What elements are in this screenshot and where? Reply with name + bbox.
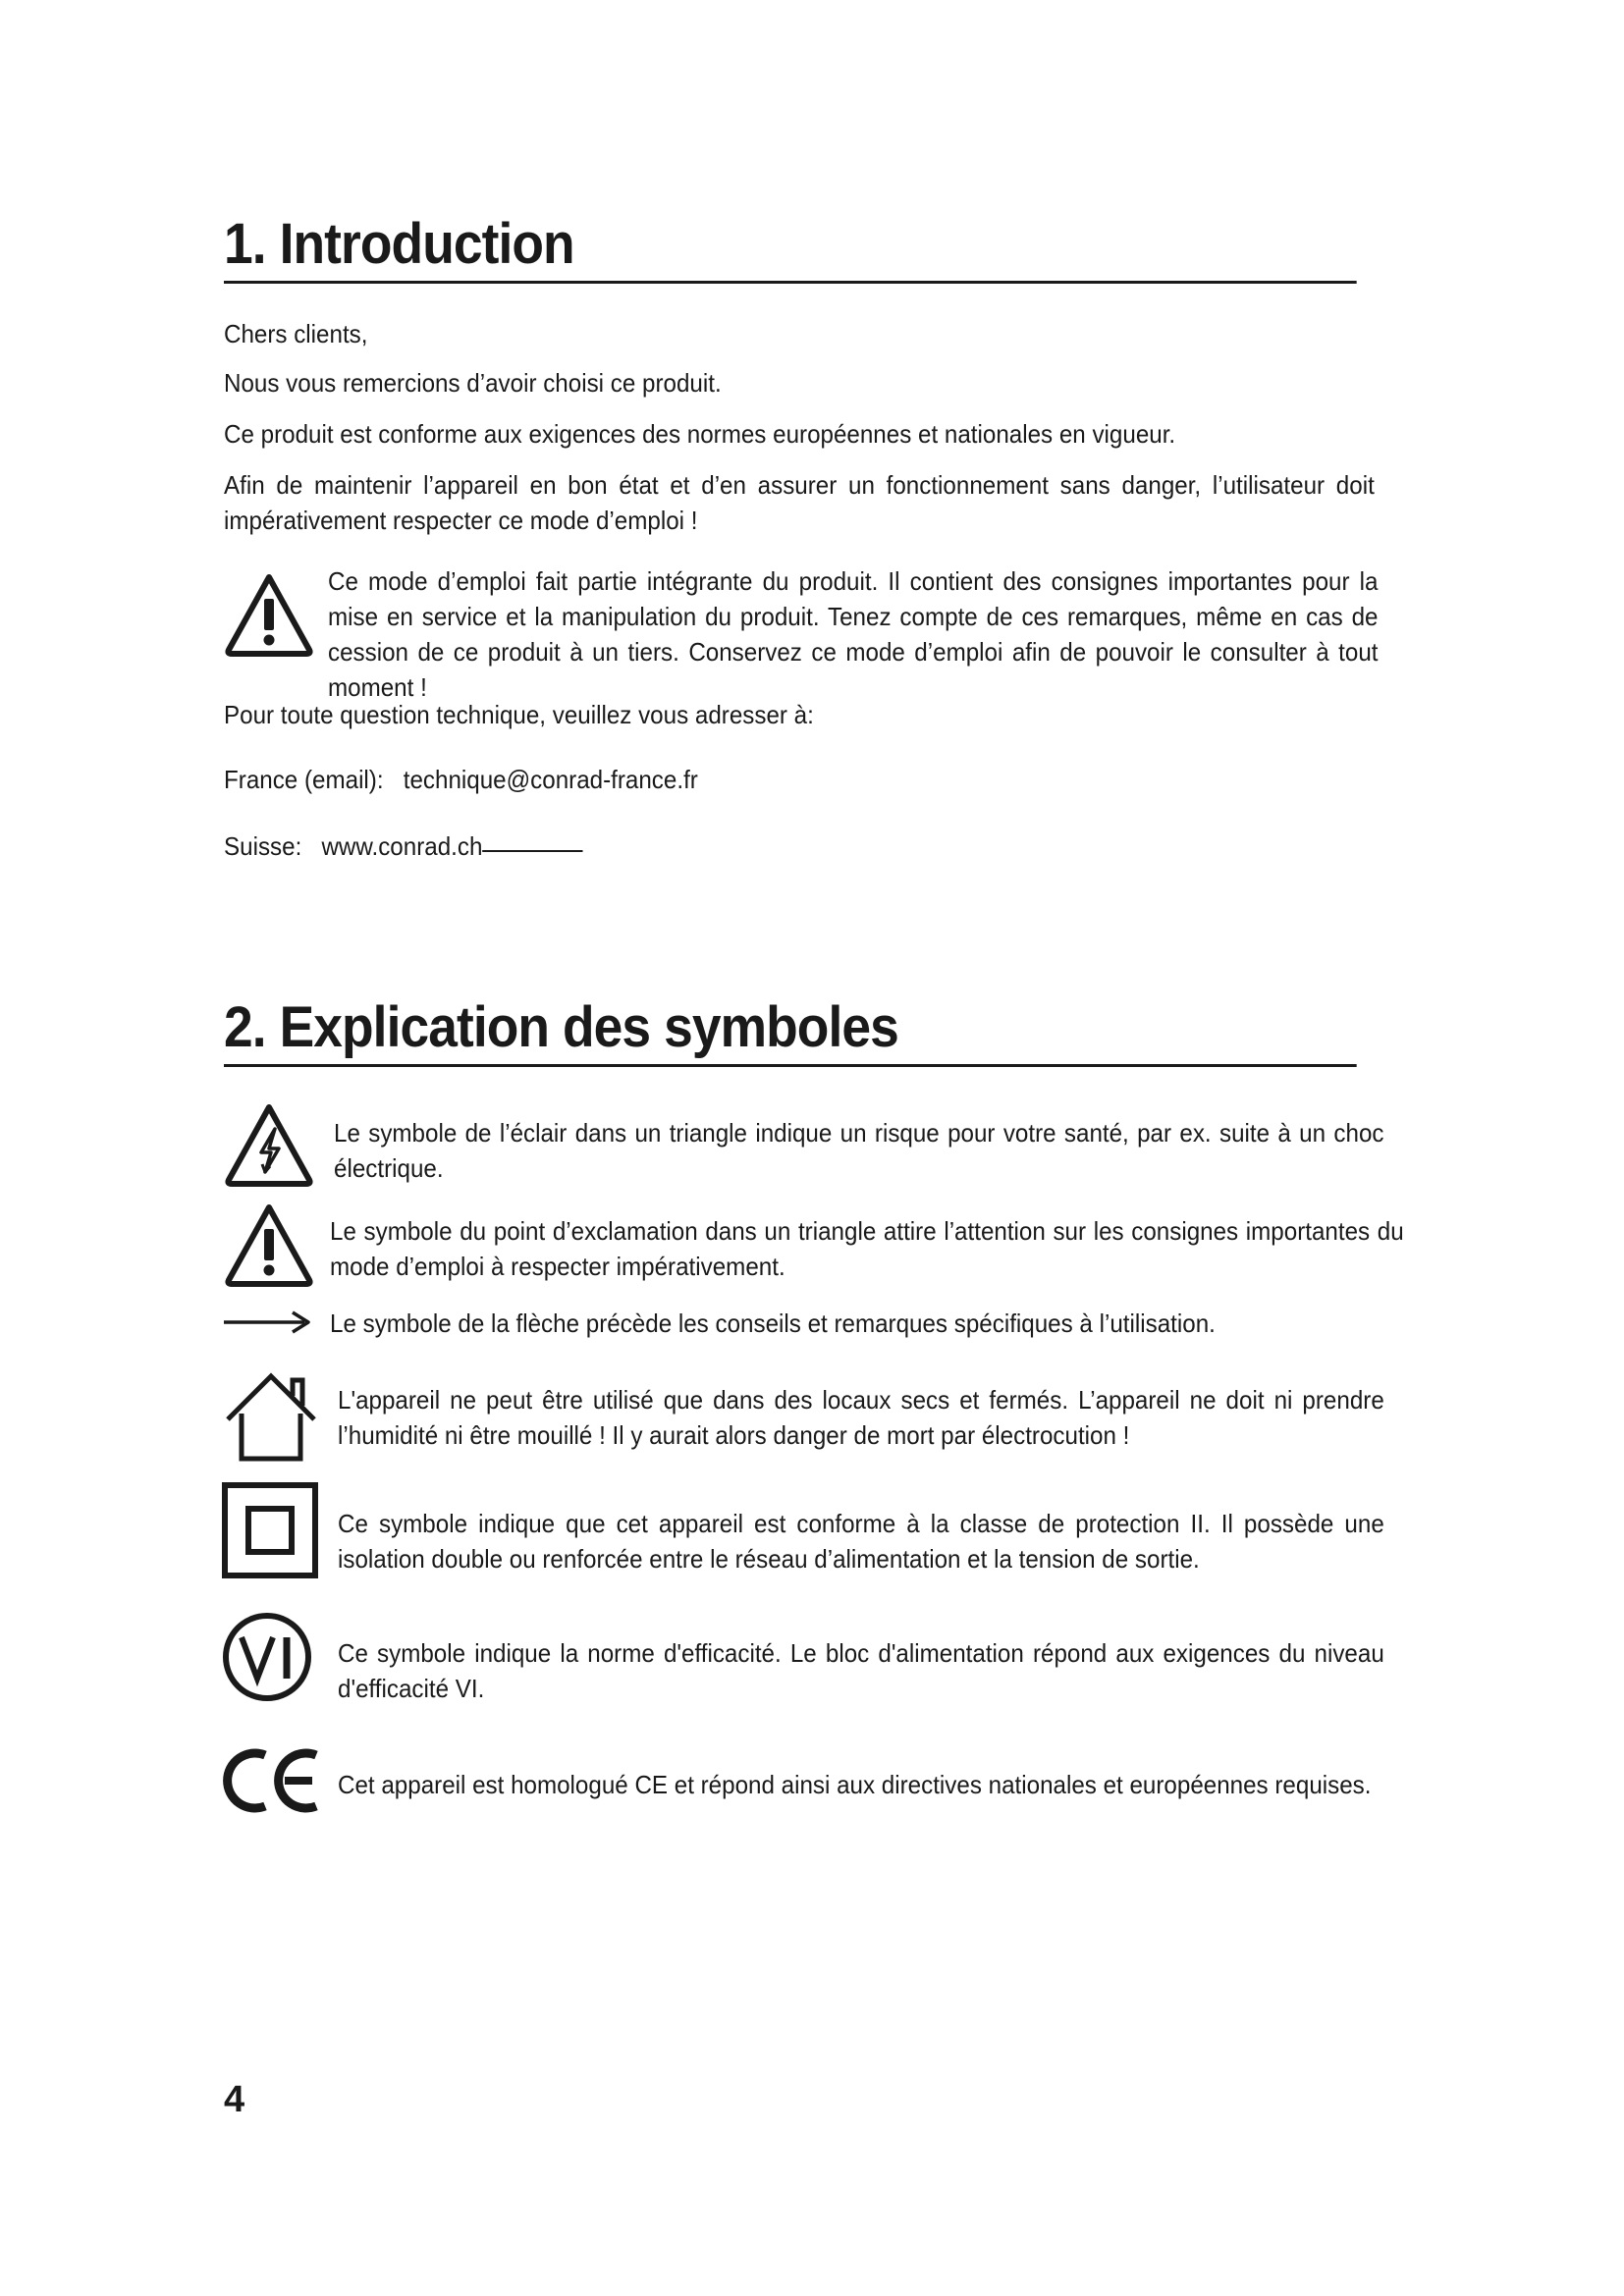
contact-suisse [224, 828, 1375, 864]
suisse-label: Suisse: [224, 831, 302, 861]
warning-triangle-icon [222, 569, 316, 660]
exclamation-triangle-icon [222, 1200, 316, 1290]
symbol-text-ce: Cet appareil est homologué CE et répond ainsi aux directives nationales et européennes requises. [338, 1770, 1372, 1799]
page-number: 4 [224, 2079, 245, 2120]
intro-heading: 1. Introduction [224, 212, 1357, 284]
house-icon [222, 1368, 320, 1465]
symbol-text-lightning: Le symbole de l’éclair dans un triangle indique un risque pour votre santé, par ex. suite à un choc électrique. [334, 1118, 1384, 1183]
symbol-text-class-ii: Ce symbole indique que cet appareil est conforme à la classe de protection II. Il possède une isolation double ou renforcée entre le réseau d’alimentation et la tension de sortie. [338, 1509, 1384, 1574]
symbols-heading: 2. Explication des symboles [224, 995, 1357, 1067]
class-ii-icon [222, 1482, 318, 1578]
france-email[interactable]: technique@conrad-france.fr [403, 765, 698, 794]
suisse-url[interactable]: www.conrad.ch [321, 831, 483, 861]
greeting: Chers clients, [224, 319, 368, 348]
france-label: France (email): [224, 765, 384, 794]
thanks-text: Nous vous remercions d’avoir choisi ce produit. [224, 368, 722, 398]
efficiency-vi-icon [220, 1610, 314, 1704]
ce-mark-icon [222, 1745, 324, 1814]
contact-intro: Pour toute question technique, veuillez vous adresser à: [224, 700, 814, 729]
arrow-icon [222, 1308, 312, 1337]
symbol-text-exclamation: Le symbole du point d’exclamation dans un triangle attire l’attention sur les consignes importantes du mode d’emploi à respecter impérativement. [330, 1216, 1404, 1281]
maintain-text: Afin de maintenir l’appareil en bon état et d’en assurer un fonctionnement sans danger, l’utilisateur doit impérativement respecter ce mode d’emploi ! [224, 470, 1375, 535]
lightning-triangle-icon [222, 1099, 316, 1190]
symbol-text-arrow: Le symbole de la flèche précède les conseils et remarques spécifiques à l’utilisation. [330, 1308, 1216, 1338]
warning-note: Ce mode d’emploi fait partie intégrante du produit. Il contient des consignes importantes pour la mise en service et la manipulation du produit. Tenez compte de ces remarques, même en cas de cession de ce produit à un tiers. Conservez ce mode d’emploi afin de pouvoir le consulter à tout moment ! [328, 566, 1379, 702]
underline-rule [482, 828, 582, 852]
conformity-text: Ce produit est conforme aux exigences des normes européennes et nationales en vigueur. [224, 419, 1176, 449]
symbol-text-efficiency: Ce symbole indique la norme d'efficacité. Le bloc d'alimentation répond aux exigences du niveau d'efficacité VI. [338, 1638, 1384, 1703]
symbol-text-house: L'appareil ne peut être utilisé que dans des locaux secs et fermés. L’appareil ne doit ni prendre l’humidité ni être mouillé ! Il y aurait alors danger de mort par électrocution ! [338, 1385, 1384, 1450]
contact-france [224, 762, 1375, 797]
